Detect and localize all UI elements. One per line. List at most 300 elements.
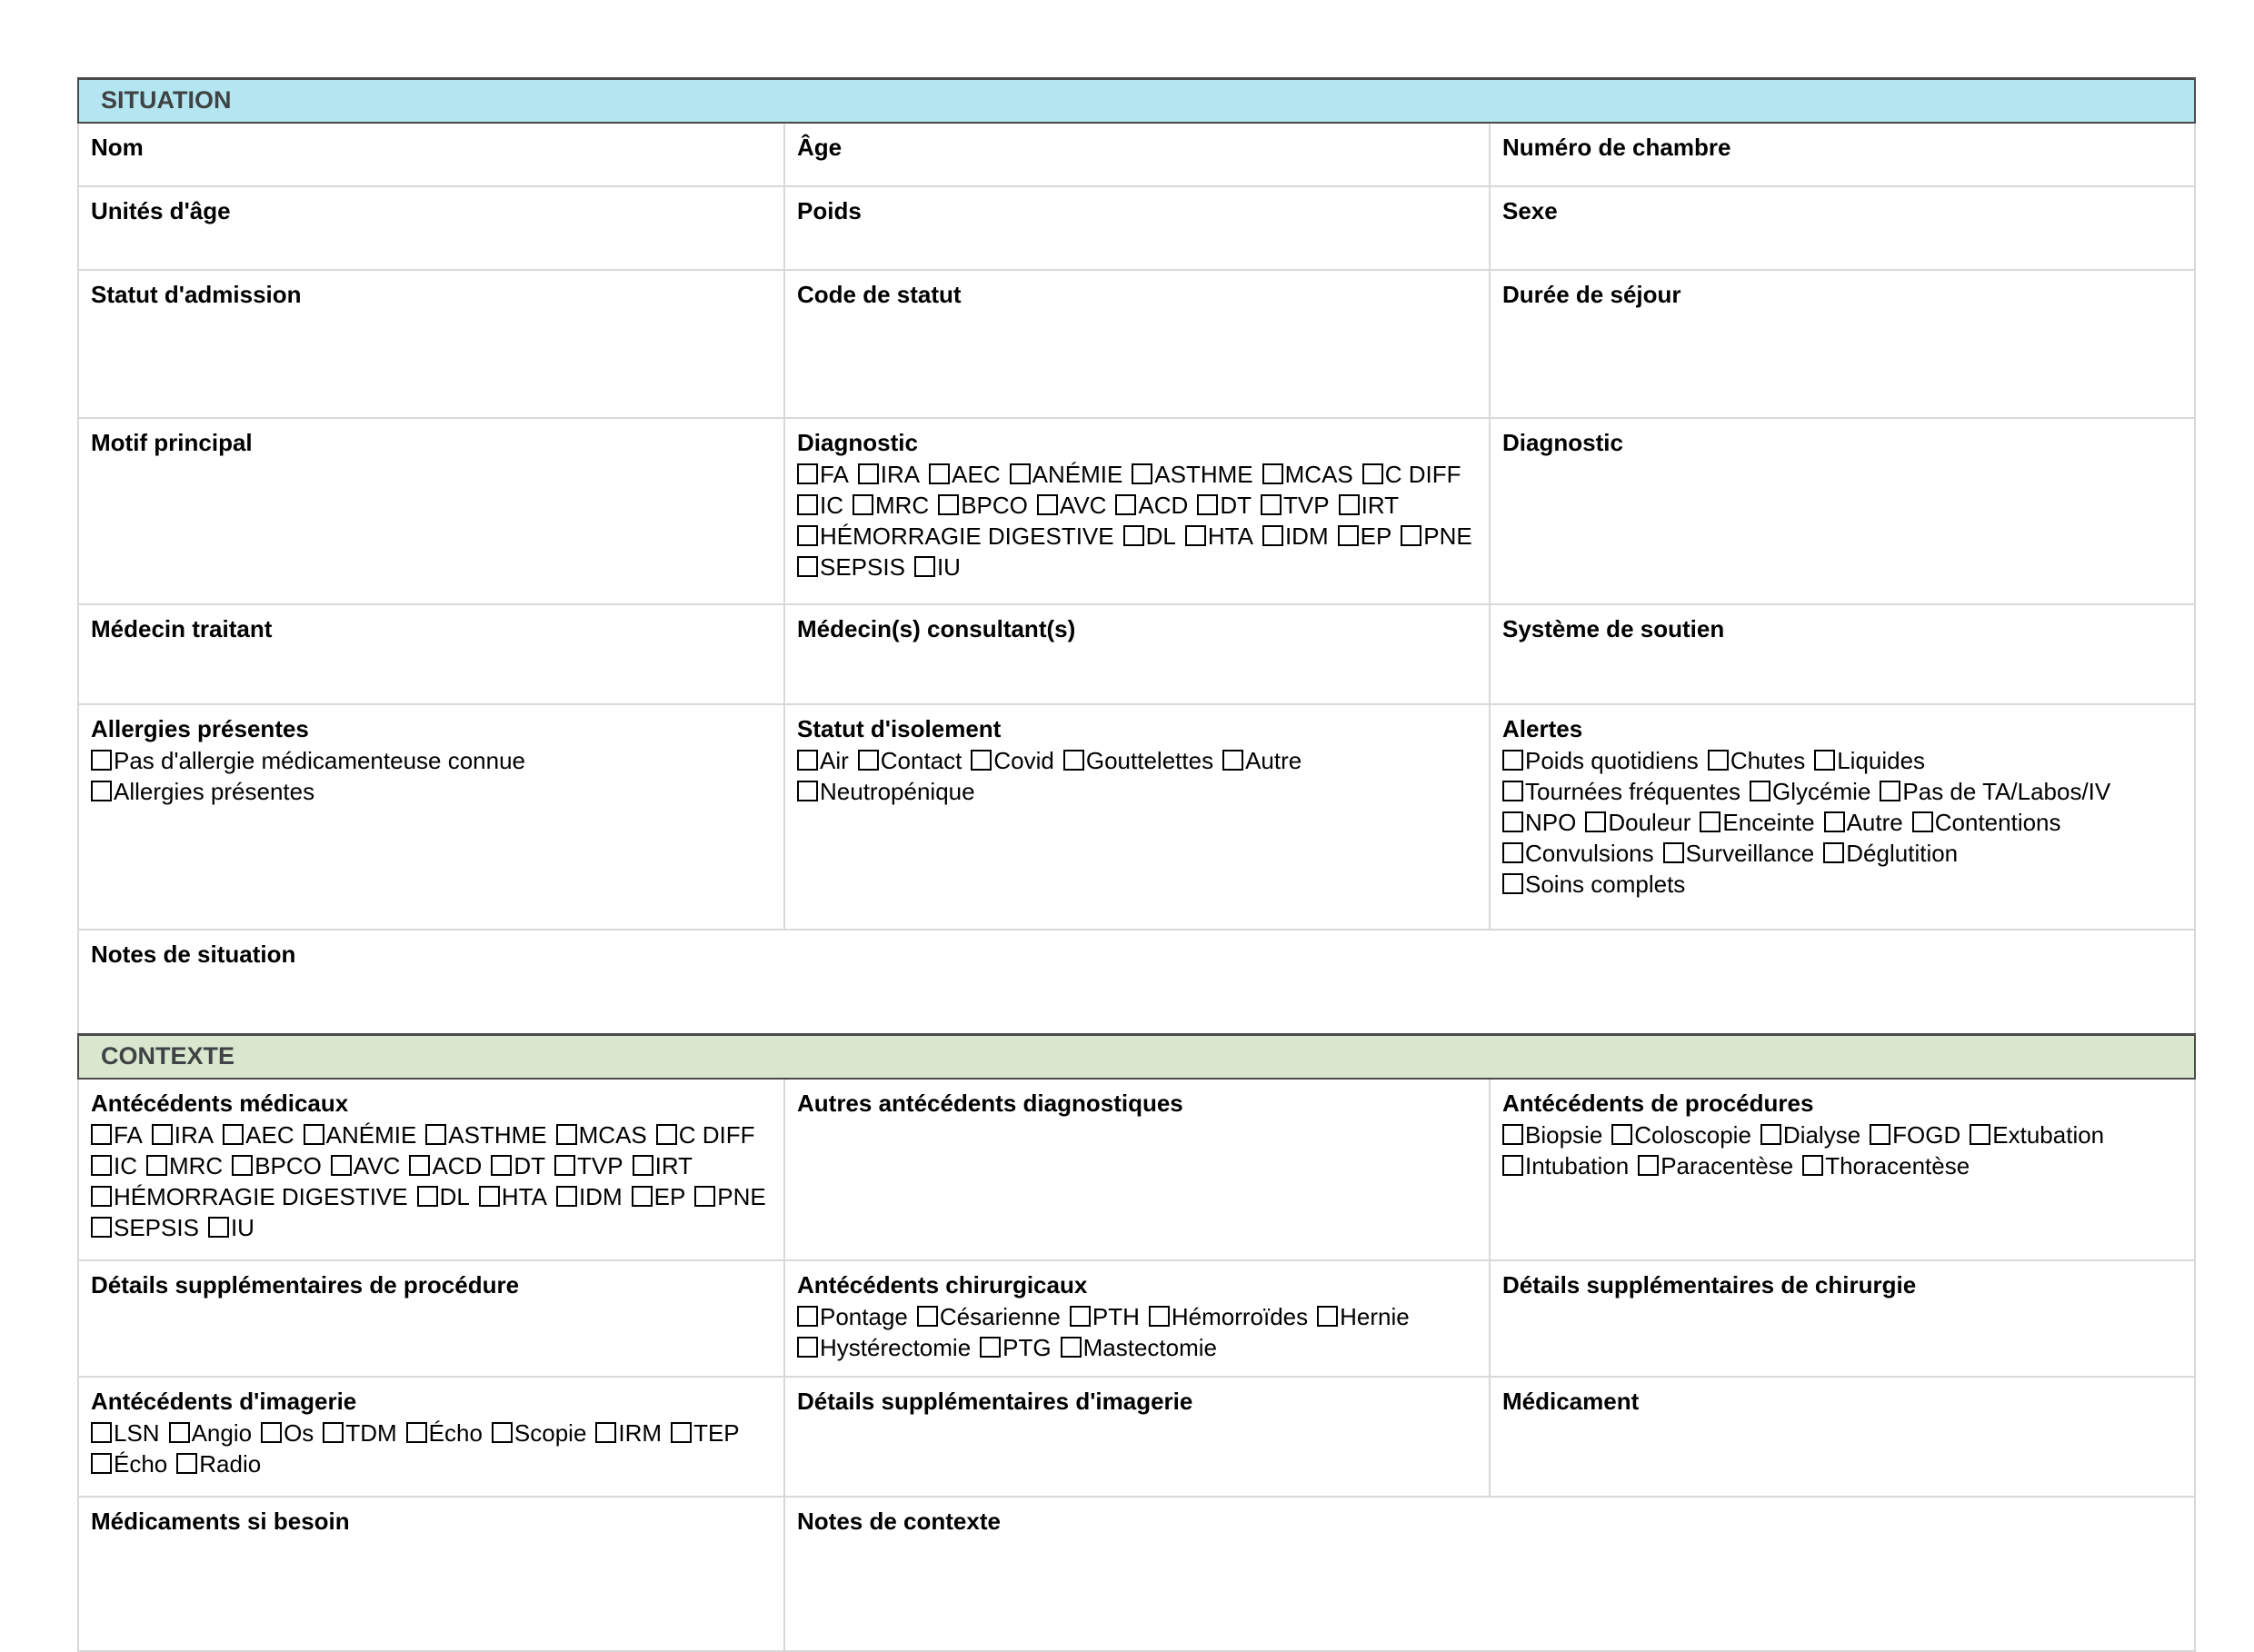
checkbox-icon[interactable] bbox=[409, 1155, 430, 1176]
checkbox-option[interactable] bbox=[1338, 522, 1392, 550]
checkbox-option[interactable] bbox=[797, 747, 849, 774]
checkbox-option[interactable] bbox=[1502, 840, 1654, 867]
checkbox-icon[interactable] bbox=[797, 1337, 818, 1358]
checkbox-option[interactable] bbox=[858, 747, 962, 774]
checkbox-icon[interactable] bbox=[556, 1124, 577, 1145]
checkbox-icon[interactable] bbox=[492, 1422, 513, 1443]
checkbox-icon[interactable] bbox=[1401, 525, 1421, 546]
checkbox-label: ANÉMIE bbox=[1032, 460, 1123, 488]
checkbox-option[interactable] bbox=[331, 1152, 401, 1179]
checkbox-label: IDM bbox=[578, 1182, 623, 1210]
checkbox-label: Coloscopie bbox=[1634, 1120, 1751, 1149]
checkbox-option[interactable] bbox=[417, 1183, 470, 1210]
checkbox-icon[interactable] bbox=[1115, 494, 1136, 515]
checkbox-option[interactable] bbox=[595, 1419, 662, 1447]
cell-details-imagerie[interactable] bbox=[784, 1377, 1490, 1497]
checkbox-label: SEPSIS bbox=[820, 552, 905, 581]
cell-systeme-soutien[interactable] bbox=[1490, 604, 2195, 704]
checkbox-option[interactable] bbox=[1197, 492, 1252, 519]
checkbox-option[interactable] bbox=[929, 461, 1000, 488]
checkbox-option[interactable] bbox=[694, 1183, 765, 1210]
checkbox-icon[interactable] bbox=[146, 1155, 167, 1176]
cell-antecedents-chirurgicaux[interactable] bbox=[784, 1260, 1490, 1377]
contexte-section-header bbox=[78, 1035, 2195, 1079]
checkbox-option[interactable] bbox=[797, 522, 1114, 550]
checkbox-label: Douleur bbox=[1608, 808, 1691, 836]
checkbox-icon[interactable] bbox=[91, 1453, 112, 1474]
cell-unites-age[interactable] bbox=[78, 186, 784, 270]
cell-notes-contexte[interactable] bbox=[784, 1497, 2195, 1651]
checkbox-option[interactable] bbox=[146, 1152, 223, 1179]
checkbox-option[interactable] bbox=[1585, 809, 1690, 836]
checkbox-icon[interactable] bbox=[971, 750, 992, 771]
checkbox-option[interactable] bbox=[1132, 461, 1252, 488]
checkbox-label: Gouttelettes bbox=[1085, 746, 1214, 774]
checkbox-option[interactable] bbox=[632, 1183, 686, 1210]
checkbox-icon[interactable] bbox=[554, 1155, 575, 1176]
checkbox-icon[interactable] bbox=[1010, 463, 1031, 484]
label-notes-contexte: Notes de contexte bbox=[797, 1507, 1001, 1535]
checkbox-line bbox=[797, 521, 1478, 552]
checkbox-label: ACD bbox=[1138, 491, 1189, 519]
cell-medecins-consultants[interactable] bbox=[784, 604, 1490, 704]
checkbox-line bbox=[797, 490, 1478, 521]
cell-medicament[interactable] bbox=[1490, 1377, 2195, 1497]
cell-allergies[interactable] bbox=[78, 704, 784, 930]
cell-details-procedure[interactable] bbox=[78, 1260, 784, 1377]
antecedents-procedures-checklist bbox=[1502, 1120, 2183, 1181]
checkbox-label: Contact bbox=[880, 746, 962, 774]
cell-statut-isolement[interactable] bbox=[784, 704, 1490, 930]
checkbox-option[interactable] bbox=[1824, 809, 1903, 836]
checkbox-option[interactable] bbox=[223, 1121, 294, 1149]
checkbox-line bbox=[1502, 745, 2183, 776]
checkbox-icon[interactable] bbox=[304, 1124, 324, 1145]
checkbox-label: Soins complets bbox=[1525, 870, 1686, 898]
checkbox-option[interactable] bbox=[208, 1214, 254, 1241]
checkbox-option[interactable] bbox=[1502, 747, 1699, 774]
checkbox-option[interactable] bbox=[1700, 809, 1814, 836]
checkbox-option[interactable] bbox=[479, 1183, 547, 1210]
checkbox-option[interactable] bbox=[656, 1121, 755, 1149]
checkbox-option[interactable] bbox=[1061, 1334, 1217, 1361]
checkbox-option[interactable] bbox=[971, 747, 1053, 774]
cell-diagnostic[interactable] bbox=[784, 418, 1490, 604]
checkbox-icon[interactable] bbox=[1502, 750, 1523, 771]
checkbox-option[interactable] bbox=[91, 1214, 199, 1241]
checkbox-label: IRA bbox=[880, 460, 921, 488]
checkbox-icon[interactable] bbox=[1262, 525, 1283, 546]
checkbox-option[interactable] bbox=[1502, 1121, 1602, 1149]
checkbox-icon[interactable] bbox=[1663, 842, 1684, 863]
checkbox-option[interactable] bbox=[491, 1152, 545, 1179]
checkbox-icon[interactable] bbox=[1750, 781, 1770, 801]
checkbox-option[interactable] bbox=[1823, 840, 1958, 867]
checkbox-option[interactable] bbox=[425, 1121, 546, 1149]
checkbox-option[interactable] bbox=[633, 1152, 693, 1179]
label-antecedents-medicaux: Antécédents médicaux bbox=[91, 1089, 349, 1117]
checkbox-option[interactable] bbox=[1185, 522, 1253, 550]
checkbox-icon[interactable] bbox=[1070, 1306, 1091, 1327]
checkbox-icon[interactable] bbox=[797, 781, 818, 801]
checkbox-option[interactable] bbox=[797, 492, 843, 519]
checkbox-option[interactable] bbox=[91, 1121, 143, 1149]
checkbox-icon[interactable] bbox=[633, 1155, 653, 1176]
checkbox-option[interactable] bbox=[1317, 1303, 1410, 1330]
cell-antecedents-procedures[interactable] bbox=[1490, 1079, 2195, 1260]
checkbox-icon[interactable] bbox=[938, 494, 959, 515]
checkbox-icon[interactable] bbox=[176, 1453, 197, 1474]
checkbox-icon[interactable] bbox=[152, 1124, 173, 1145]
checkbox-label: Autre bbox=[1245, 746, 1302, 774]
checkbox-icon[interactable] bbox=[556, 1186, 577, 1207]
checkbox-icon[interactable] bbox=[425, 1124, 446, 1145]
checkbox-option[interactable] bbox=[1261, 492, 1330, 519]
label-duree-sejour: Durée de séjour bbox=[1502, 280, 1681, 308]
label-antecedents-imagerie: Antécédents d'imagerie bbox=[91, 1387, 357, 1415]
checkbox-option[interactable] bbox=[1123, 522, 1176, 550]
checkbox-label: AVC bbox=[1059, 491, 1107, 519]
checkbox-label: AEC bbox=[245, 1120, 294, 1149]
checkbox-icon[interactable] bbox=[1814, 750, 1835, 771]
checkbox-label: Allergies présentes bbox=[114, 777, 315, 805]
checkbox-label: BPCO bbox=[961, 491, 1028, 519]
checkbox-option[interactable] bbox=[1063, 747, 1213, 774]
cell-motif-principal[interactable] bbox=[78, 418, 784, 604]
cell-notes-situation[interactable] bbox=[78, 930, 2195, 1035]
checkbox-option[interactable] bbox=[1638, 1152, 1793, 1179]
checkbox-icon[interactable] bbox=[797, 1306, 818, 1327]
checkbox-label: HTA bbox=[501, 1182, 547, 1210]
checkbox-icon[interactable] bbox=[1802, 1155, 1823, 1176]
checkbox-icon[interactable] bbox=[1037, 494, 1058, 515]
checkbox-option[interactable] bbox=[797, 1334, 971, 1361]
checkbox-option[interactable] bbox=[232, 1152, 322, 1179]
checkbox-icon[interactable] bbox=[1123, 525, 1144, 546]
cell-details-chirurgie[interactable] bbox=[1490, 1260, 2195, 1377]
checkbox-label: Hémorroïdes bbox=[1171, 1302, 1309, 1330]
checkbox-icon[interactable] bbox=[1185, 525, 1206, 546]
antecedents-imagerie-checklist bbox=[91, 1418, 773, 1479]
checkbox-icon[interactable] bbox=[797, 750, 818, 771]
checkbox-option[interactable] bbox=[1070, 1303, 1140, 1330]
checkbox-icon[interactable] bbox=[632, 1186, 653, 1207]
checkbox-option[interactable] bbox=[152, 1121, 214, 1149]
checkbox-icon[interactable] bbox=[914, 556, 935, 577]
checkbox-option[interactable] bbox=[91, 1450, 167, 1478]
cell-statut-admission[interactable] bbox=[78, 270, 784, 418]
checkbox-label: Neutropénique bbox=[820, 777, 975, 805]
checkbox-option[interactable] bbox=[406, 1419, 483, 1447]
checkbox-icon[interactable] bbox=[1912, 811, 1933, 832]
label-numero-chambre: Numéro de chambre bbox=[1502, 133, 1731, 161]
checkbox-label: Contentions bbox=[1934, 808, 2061, 836]
checkbox-icon[interactable] bbox=[91, 1217, 112, 1238]
checkbox-option[interactable] bbox=[492, 1419, 587, 1447]
label-poids: Poids bbox=[797, 196, 862, 224]
checkbox-label: Pas d'allergie médicamenteuse connue bbox=[114, 746, 526, 774]
label-medicament: Médicament bbox=[1502, 1387, 1640, 1415]
label-details-imagerie: Détails supplémentaires d'imagerie bbox=[797, 1387, 1193, 1415]
checkbox-icon[interactable] bbox=[1502, 1155, 1523, 1176]
label-antecedents-chirurgicaux: Antécédents chirurgicaux bbox=[797, 1270, 1088, 1299]
checkbox-icon[interactable] bbox=[1970, 1124, 1990, 1145]
checkbox-icon[interactable] bbox=[1638, 1155, 1659, 1176]
checkbox-option[interactable] bbox=[938, 492, 1028, 519]
checkbox-icon[interactable] bbox=[331, 1155, 352, 1176]
checkbox-option[interactable] bbox=[91, 747, 525, 774]
checkbox-icon[interactable] bbox=[797, 556, 818, 577]
label-diagnostic-droite: Diagnostic bbox=[1502, 428, 1623, 456]
checkbox-icon[interactable] bbox=[223, 1124, 244, 1145]
checkbox-icon[interactable] bbox=[858, 463, 879, 484]
checkbox-option[interactable] bbox=[1362, 461, 1461, 488]
checkbox-icon[interactable] bbox=[1063, 750, 1084, 771]
checkbox-option[interactable] bbox=[1502, 778, 1740, 805]
checkbox-label: PNE bbox=[717, 1182, 766, 1210]
checkbox-option[interactable] bbox=[917, 1303, 1061, 1330]
checkbox-icon[interactable] bbox=[797, 494, 818, 515]
label-details-procedure: Détails supplémentaires de procédure bbox=[91, 1270, 520, 1299]
checkbox-icon[interactable] bbox=[232, 1155, 253, 1176]
checkbox-option[interactable] bbox=[797, 461, 849, 488]
checkbox-label: IRM bbox=[618, 1418, 663, 1447]
checkbox-option[interactable] bbox=[1037, 492, 1107, 519]
checkbox-icon[interactable] bbox=[208, 1217, 229, 1238]
checkbox-label: IRA bbox=[174, 1120, 214, 1149]
cell-numero-chambre[interactable] bbox=[1490, 123, 2195, 186]
label-sexe: Sexe bbox=[1502, 196, 1558, 224]
checkbox-option[interactable] bbox=[797, 778, 975, 805]
checkbox-label: C DIFF bbox=[1384, 460, 1461, 488]
checkbox-line bbox=[1502, 807, 2183, 838]
checkbox-option[interactable] bbox=[1708, 747, 1805, 774]
checkbox-option[interactable] bbox=[1115, 492, 1188, 519]
checkbox-option[interactable] bbox=[1814, 747, 1925, 774]
checkbox-option[interactable] bbox=[261, 1419, 314, 1447]
checkbox-icon[interactable] bbox=[479, 1186, 500, 1207]
cell-age[interactable] bbox=[784, 123, 1490, 186]
checkbox-option[interactable] bbox=[1149, 1303, 1308, 1330]
checkbox-option[interactable] bbox=[91, 1183, 408, 1210]
checkbox-icon[interactable] bbox=[1502, 811, 1523, 832]
checkbox-icon[interactable] bbox=[656, 1124, 677, 1145]
checkbox-option[interactable] bbox=[91, 778, 314, 805]
checkbox-icon[interactable] bbox=[1824, 811, 1845, 832]
checkbox-icon[interactable] bbox=[1061, 1337, 1082, 1358]
checkbox-icon[interactable] bbox=[91, 1124, 112, 1145]
checkbox-icon[interactable] bbox=[1149, 1306, 1170, 1327]
checkbox-icon[interactable] bbox=[694, 1186, 715, 1207]
checkbox-option[interactable] bbox=[556, 1121, 647, 1149]
checkbox-icon[interactable] bbox=[858, 750, 879, 771]
checkbox-option[interactable] bbox=[1760, 1121, 1860, 1149]
checkbox-icon[interactable] bbox=[671, 1422, 692, 1443]
checkbox-option[interactable] bbox=[91, 1419, 160, 1447]
checkbox-label: Dialyse bbox=[1782, 1120, 1861, 1149]
checkbox-option[interactable] bbox=[1802, 1152, 1970, 1179]
checkbox-icon[interactable] bbox=[1262, 463, 1283, 484]
cell-medecin-traitant[interactable] bbox=[78, 604, 784, 704]
checkbox-icon[interactable] bbox=[1502, 1124, 1523, 1145]
checkbox-option[interactable] bbox=[797, 553, 905, 581]
checkbox-line bbox=[797, 552, 1478, 582]
cell-nom[interactable] bbox=[78, 123, 784, 186]
cell-autres-antecedents[interactable] bbox=[784, 1079, 1490, 1260]
checkbox-icon[interactable] bbox=[595, 1422, 616, 1443]
checkbox-label: SEPSIS bbox=[114, 1213, 199, 1241]
checkbox-label: FA bbox=[114, 1120, 143, 1149]
checkbox-line bbox=[797, 1332, 1478, 1363]
checkbox-label: EP bbox=[653, 1182, 686, 1210]
checkbox-label: C DIFF bbox=[678, 1120, 755, 1149]
antecedents-chirurgicaux-checklist bbox=[797, 1301, 1478, 1363]
checkbox-icon[interactable] bbox=[1132, 463, 1152, 484]
checkbox-icon[interactable] bbox=[980, 1337, 1001, 1358]
checkbox-option[interactable] bbox=[1222, 747, 1302, 774]
checkbox-label: Chutes bbox=[1730, 746, 1806, 774]
checkbox-icon[interactable] bbox=[1585, 811, 1606, 832]
checkbox-label: TEP bbox=[693, 1418, 740, 1447]
checkbox-option[interactable] bbox=[671, 1419, 740, 1447]
checkbox-label: Intubation bbox=[1525, 1151, 1630, 1179]
cell-poids[interactable] bbox=[784, 186, 1490, 270]
checkbox-label: Paracentèse bbox=[1661, 1151, 1794, 1179]
checkbox-label: Os bbox=[284, 1418, 314, 1447]
checkbox-label: ACD bbox=[432, 1151, 483, 1179]
checkbox-icon[interactable] bbox=[1261, 494, 1282, 515]
cell-duree-sejour[interactable] bbox=[1490, 270, 2195, 418]
checkbox-icon[interactable] bbox=[91, 1186, 112, 1207]
cell-sexe[interactable] bbox=[1490, 186, 2195, 270]
checkbox-icon[interactable] bbox=[91, 1155, 112, 1176]
checkbox-icon[interactable] bbox=[1317, 1306, 1338, 1327]
checkbox-option[interactable] bbox=[304, 1121, 417, 1149]
checkbox-label: EP bbox=[1360, 522, 1392, 550]
checkbox-label: PTG bbox=[1002, 1333, 1052, 1361]
checkbox-label: Radio bbox=[199, 1449, 262, 1478]
checkbox-option[interactable] bbox=[1502, 1152, 1629, 1179]
checkbox-icon[interactable] bbox=[91, 781, 112, 801]
cell-antecedents-imagerie[interactable] bbox=[78, 1377, 784, 1497]
checkbox-option[interactable] bbox=[853, 492, 929, 519]
label-medecins-consultants: Médecin(s) consultant(s) bbox=[797, 614, 1076, 642]
checkbox-label: IC bbox=[114, 1151, 137, 1179]
checkbox-icon[interactable] bbox=[1222, 750, 1243, 771]
checkbox-option[interactable] bbox=[797, 1303, 908, 1330]
checkbox-icon[interactable] bbox=[1197, 494, 1218, 515]
checkbox-option[interactable] bbox=[1912, 809, 2061, 836]
checkbox-icon[interactable] bbox=[1502, 842, 1523, 863]
checkbox-option[interactable] bbox=[1262, 522, 1329, 550]
checkbox-label: Liquides bbox=[1837, 746, 1926, 774]
checkbox-icon[interactable] bbox=[1700, 811, 1720, 832]
checkbox-option[interactable] bbox=[556, 1183, 623, 1210]
checkbox-icon[interactable] bbox=[323, 1422, 344, 1443]
checkbox-option[interactable] bbox=[1502, 809, 1576, 836]
checkbox-option[interactable] bbox=[1010, 461, 1123, 488]
checkbox-option[interactable] bbox=[1611, 1121, 1751, 1149]
checkbox-option[interactable] bbox=[169, 1419, 253, 1447]
checkbox-icon[interactable] bbox=[261, 1422, 282, 1443]
checkbox-icon[interactable] bbox=[1502, 781, 1523, 801]
checkbox-icon[interactable] bbox=[1870, 1124, 1890, 1145]
checkbox-icon[interactable] bbox=[1502, 873, 1523, 894]
label-medecin-traitant: Médecin traitant bbox=[91, 614, 273, 642]
checkbox-option[interactable] bbox=[176, 1450, 261, 1478]
checkbox-line bbox=[91, 1150, 773, 1181]
checkbox-label: FOGD bbox=[1892, 1120, 1961, 1149]
cell-code-statut[interactable] bbox=[784, 270, 1490, 418]
checkbox-option[interactable] bbox=[1750, 778, 1870, 805]
checkbox-option[interactable] bbox=[914, 553, 961, 581]
checkbox-icon[interactable] bbox=[1760, 1124, 1781, 1145]
checkbox-option[interactable] bbox=[1870, 1121, 1960, 1149]
checkbox-icon[interactable] bbox=[797, 463, 818, 484]
checkbox-icon[interactable] bbox=[91, 750, 112, 771]
checkbox-icon[interactable] bbox=[169, 1422, 190, 1443]
checkbox-icon[interactable] bbox=[1708, 750, 1729, 771]
checkbox-option[interactable] bbox=[1262, 461, 1353, 488]
checkbox-icon[interactable] bbox=[929, 463, 950, 484]
situation-section-title: SITUATION bbox=[101, 86, 232, 114]
checkbox-icon[interactable] bbox=[406, 1422, 427, 1443]
checkbox-label: Tournées fréquentes bbox=[1525, 777, 1741, 805]
checkbox-icon[interactable] bbox=[1362, 463, 1383, 484]
checkbox-option[interactable] bbox=[554, 1152, 623, 1179]
checkbox-icon[interactable] bbox=[1823, 842, 1844, 863]
checkbox-line bbox=[797, 1301, 1478, 1332]
checkbox-label: IDM bbox=[1284, 522, 1329, 550]
checkbox-icon[interactable] bbox=[1338, 525, 1359, 546]
checkbox-label: LSN bbox=[114, 1418, 160, 1447]
label-statut-admission: Statut d'admission bbox=[91, 280, 302, 308]
checkbox-label: TVP bbox=[1283, 491, 1330, 519]
checkbox-label: DT bbox=[514, 1151, 546, 1179]
checkbox-label: ASTHME bbox=[1154, 460, 1253, 488]
checkbox-icon[interactable] bbox=[853, 494, 873, 515]
cell-antecedents-medicaux[interactable] bbox=[78, 1079, 784, 1260]
checkbox-label: Covid bbox=[993, 746, 1054, 774]
checkbox-option[interactable] bbox=[1502, 871, 1685, 898]
checkbox-option[interactable] bbox=[409, 1152, 482, 1179]
checkbox-option[interactable] bbox=[1880, 778, 2110, 805]
checkbox-icon[interactable] bbox=[797, 525, 818, 546]
checkbox-label: Écho bbox=[428, 1418, 483, 1447]
checkbox-option[interactable] bbox=[858, 461, 920, 488]
checkbox-icon[interactable] bbox=[491, 1155, 512, 1176]
checkbox-icon[interactable] bbox=[417, 1186, 438, 1207]
checkbox-icon[interactable] bbox=[917, 1306, 938, 1327]
checkbox-icon[interactable] bbox=[1339, 494, 1360, 515]
checkbox-option[interactable] bbox=[1339, 492, 1399, 519]
cell-diagnostic-droite[interactable] bbox=[1490, 418, 2195, 604]
checkbox-option[interactable] bbox=[323, 1419, 396, 1447]
checkbox-icon[interactable] bbox=[91, 1422, 112, 1443]
checkbox-label: Convulsions bbox=[1525, 839, 1654, 867]
checkbox-icon[interactable] bbox=[1611, 1124, 1632, 1145]
cell-alertes[interactable] bbox=[1490, 704, 2195, 930]
checkbox-option[interactable] bbox=[1401, 522, 1471, 550]
cell-medicaments-si-besoin[interactable] bbox=[78, 1497, 784, 1651]
checkbox-option[interactable] bbox=[91, 1152, 137, 1179]
checkbox-option[interactable] bbox=[1970, 1121, 2104, 1149]
checkbox-line bbox=[1502, 776, 2183, 807]
checkbox-option[interactable] bbox=[980, 1334, 1051, 1361]
checkbox-icon[interactable] bbox=[1880, 781, 1900, 801]
checkbox-option[interactable] bbox=[1663, 840, 1815, 867]
checkbox-line bbox=[91, 1418, 773, 1448]
